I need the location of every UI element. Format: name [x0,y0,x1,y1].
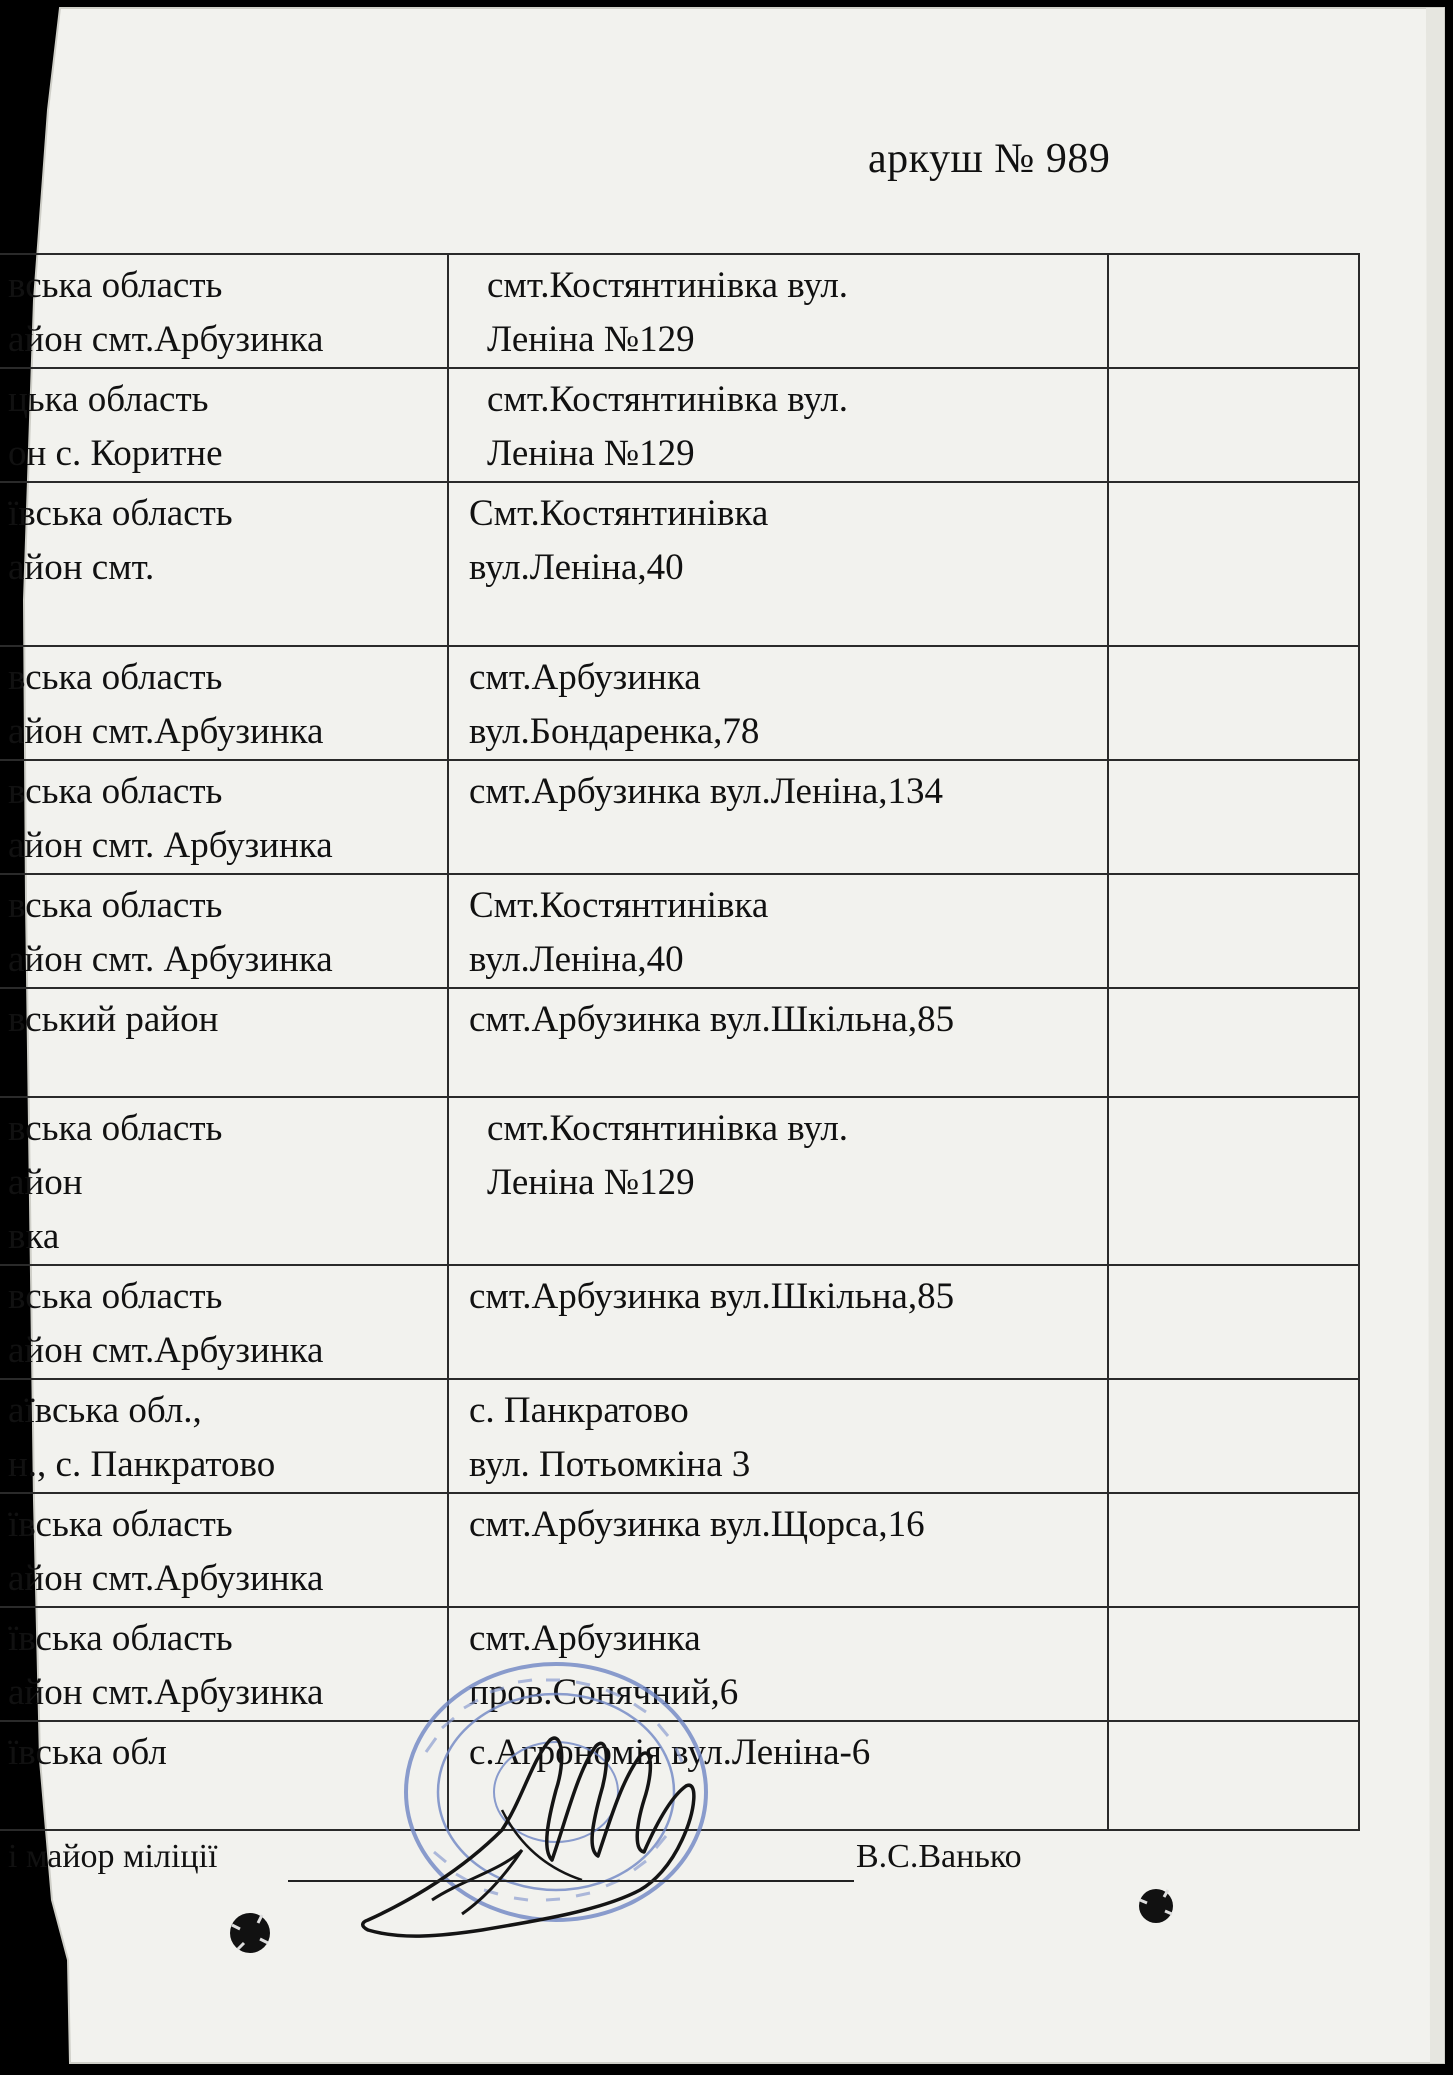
table-row [0,1265,1359,1379]
note-cell [1108,1097,1359,1265]
address-cell: смт.Арбузинка вул.Шкільна,85 [448,988,1108,1097]
address-cell: смт.Костянтинівка вул. Леніна №129 [448,254,1108,368]
address-table [0,253,1360,1831]
note-cell [1108,1379,1359,1493]
address-cell: смт.Костянтинівка вул. Леніна №129 [448,368,1108,482]
address-cell: смт.Арбузинка вул.Леніна,134 [448,760,1108,874]
table-row [0,482,1359,646]
note-cell [1108,874,1359,988]
region-cell: ївська область айон смт.Арбузинка [0,1607,448,1721]
table-row [0,760,1359,874]
binder-hole [1132,1882,1180,1930]
note-cell [1108,760,1359,874]
region-cell: вська область айон смт.Арбузинка [0,254,448,368]
note-cell [1108,1493,1359,1607]
handwritten-signature [352,1700,712,1960]
region-cell: цька область он с. Коритне [0,368,448,482]
address-cell: Смт.Костянтинівка вул.Леніна,40 [448,482,1108,646]
region-cell: вська область айон смт.Арбузинка [0,1265,448,1379]
address-cell: смт.Арбузинка пров.Сонячний,6 [448,1607,1108,1721]
signatory-rank: і майор міліції [8,1838,218,1875]
note-cell [1108,368,1359,482]
region-cell: ївська область айон смт. [0,482,448,646]
address-cell: смт.Арбузинка вул.Шкільна,85 [448,1265,1108,1379]
address-cell: смт.Костянтинівка вул. Леніна №129 [448,1097,1108,1265]
table-row [0,988,1359,1097]
table-row [0,646,1359,760]
table-row [0,254,1359,368]
address-cell: с. Панкратово вул. Потьомкіна 3 [448,1379,1108,1493]
region-cell: вська область айон смт. Арбузинка [0,874,448,988]
signatory-name: В.С.Ванько [856,1838,1022,1875]
region-cell: ївська область айон смт.Арбузинка [0,1493,448,1607]
note-cell [1108,646,1359,760]
region-cell: ївська обл [0,1721,448,1830]
note-cell [1108,1265,1359,1379]
region-cell: вський район [0,988,448,1097]
table-row [0,874,1359,988]
signature-line [288,1880,854,1882]
table-row [0,1097,1359,1265]
note-cell [1108,482,1359,646]
sheet-number: аркуш № 989 [868,136,1111,182]
region-cell: вська область айон смт. Арбузинка [0,760,448,874]
region-cell: вська область айон смт.Арбузинка [0,646,448,760]
binder-hole [222,1905,278,1961]
table-row [0,368,1359,482]
table-row [0,1493,1359,1607]
region-cell: вська область айон вка [0,1097,448,1265]
address-cell: с.Агрономія вул.Леніна-6 [448,1721,1108,1830]
address-cell: Смт.Костянтинівка вул.Леніна,40 [448,874,1108,988]
address-cell: смт.Арбузинка вул.Бондаренка,78 [448,646,1108,760]
note-cell [1108,988,1359,1097]
region-cell: аївська обл., н., с. Панкратово [0,1379,448,1493]
note-cell [1108,1721,1359,1830]
note-cell [1108,254,1359,368]
address-cell: смт.Арбузинка вул.Щорса,16 [448,1493,1108,1607]
table-row [0,1379,1359,1493]
note-cell [1108,1607,1359,1721]
